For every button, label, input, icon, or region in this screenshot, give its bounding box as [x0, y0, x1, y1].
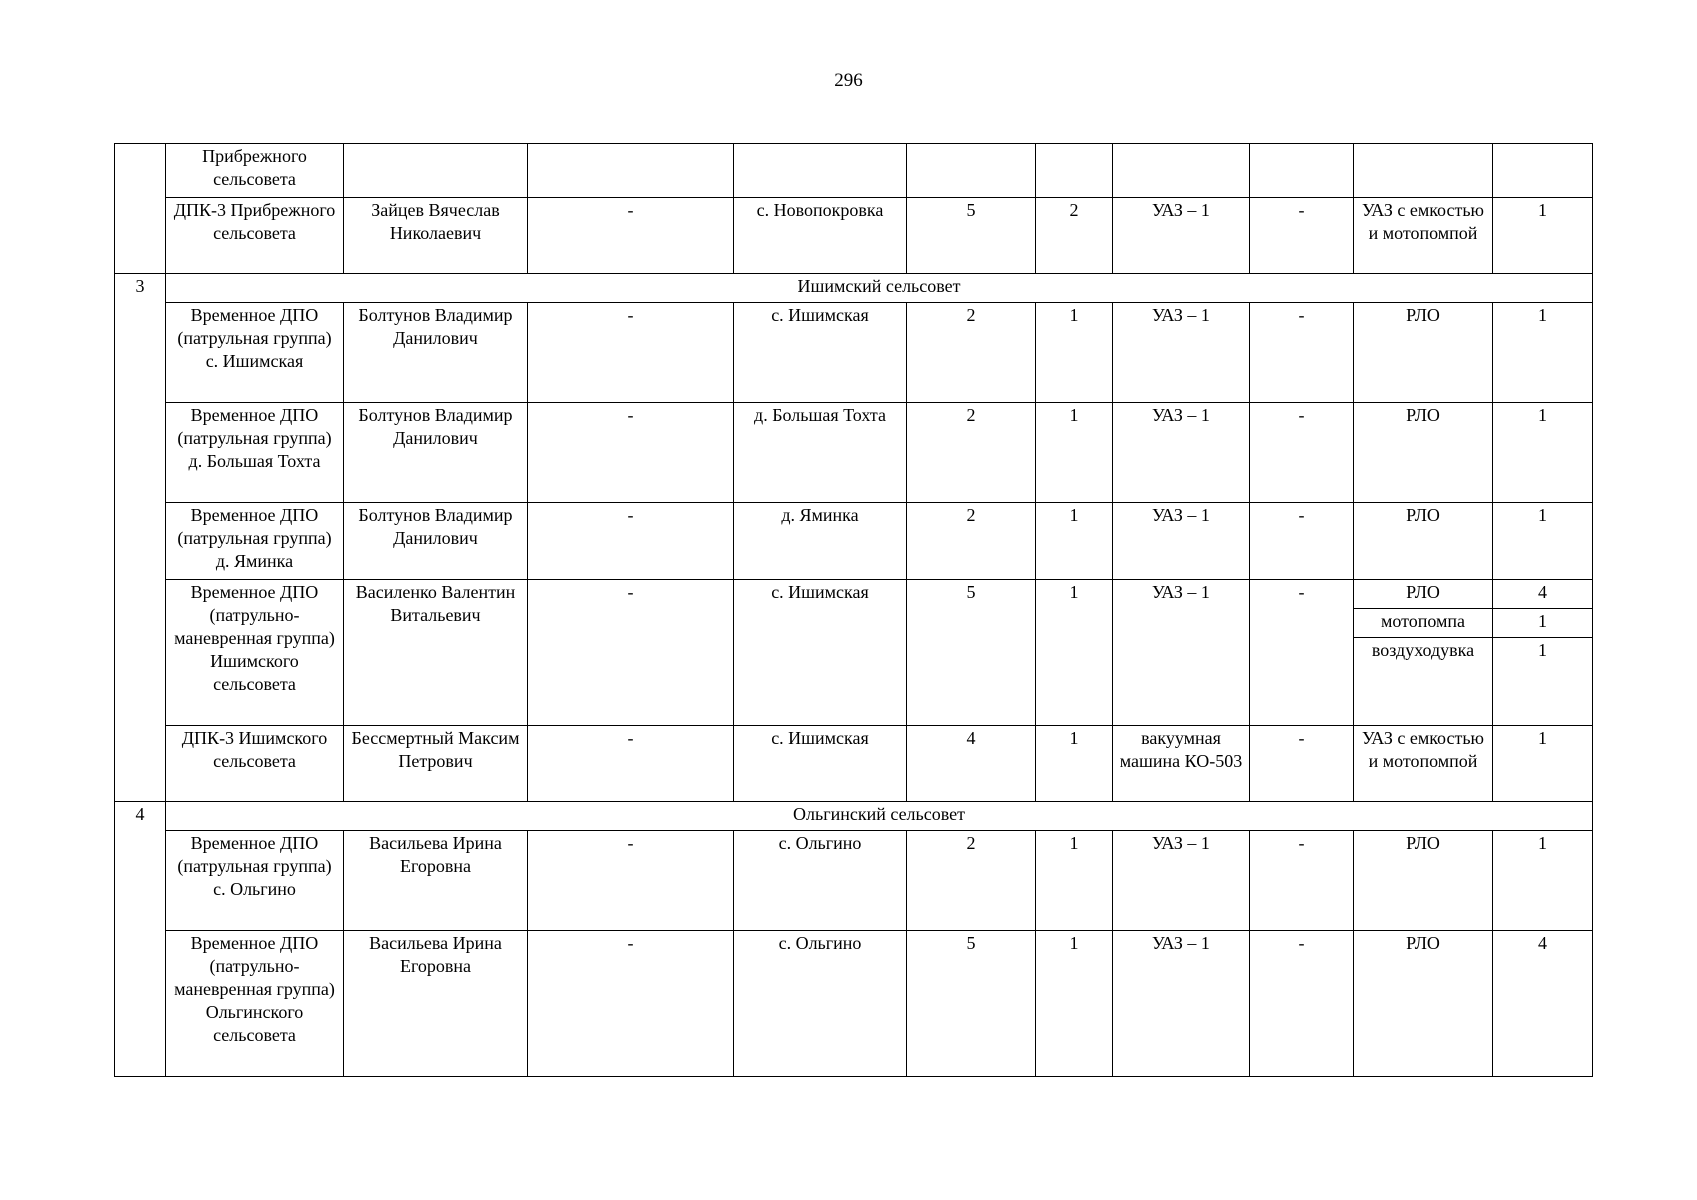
quantity-cell: 1	[1493, 726, 1593, 802]
vehicle-cell: УАЗ – 1	[1113, 831, 1250, 931]
quantity-cell: 4	[1493, 580, 1593, 609]
other-cell	[1250, 144, 1354, 198]
quantity-cell: 1	[1493, 303, 1593, 403]
other-cell: -	[1250, 303, 1354, 403]
unit-name-cell: ДПК-3 Ишимского сельсовета	[166, 726, 344, 802]
equipment-cell: УАЗ с емкостью и мотопомпой	[1354, 198, 1493, 274]
vehicle-cell: УАЗ – 1	[1113, 403, 1250, 503]
shift-count-cell: 1	[1036, 303, 1113, 403]
location-cell: с. Ишимская	[734, 303, 907, 403]
location-cell	[734, 144, 907, 198]
staff-count-cell: 5	[907, 931, 1036, 1077]
location-cell: с. Новопокровка	[734, 198, 907, 274]
quantity-cell	[1493, 144, 1593, 198]
unit-name-cell: Временное ДПО (патрульная группа) с. Ольгино	[166, 831, 344, 931]
shift-count-cell: 1	[1036, 403, 1113, 503]
equipment-cell: РЛО	[1354, 503, 1493, 580]
unit-name-cell: Временное ДПО (патрульная группа) д. Большая Тохта	[166, 403, 344, 503]
vehicle-cell: УАЗ – 1	[1113, 931, 1250, 1077]
equipment-cell: РЛО	[1354, 580, 1493, 609]
equipment-cell: мотопомпа	[1354, 609, 1493, 638]
equipment-cell: РЛО	[1354, 831, 1493, 931]
shift-count-cell: 1	[1036, 931, 1113, 1077]
staff-count-cell: 2	[907, 303, 1036, 403]
shift-count-cell: 1	[1036, 831, 1113, 931]
table-row	[115, 931, 1593, 1077]
contact-cell	[528, 144, 734, 198]
equipment-cell	[1354, 144, 1493, 198]
shift-count-cell	[1036, 144, 1113, 198]
head-cell: Болтунов Владимир Данилович	[344, 503, 528, 580]
shift-count-cell: 1	[1036, 580, 1113, 726]
unit-name-cell: Временное ДПО (патрульная группа) д. Яминка	[166, 503, 344, 580]
section-title: Ишимский сельсовет	[166, 274, 1593, 303]
head-cell: Васильева Ирина Егоровна	[344, 831, 528, 931]
section-header-row	[115, 802, 1593, 831]
contact-cell: -	[528, 198, 734, 274]
quantity-cell: 1	[1493, 609, 1593, 638]
other-cell: -	[1250, 403, 1354, 503]
head-cell: Болтунов Владимир Данилович	[344, 403, 528, 503]
unit-name-cell: Временное ДПО (патрульно-маневренная группа) Ольгинского сельсовета	[166, 931, 344, 1077]
table-row	[115, 403, 1593, 503]
other-cell: -	[1250, 726, 1354, 802]
unit-name-cell: ДПК-3 Прибрежного сельсовета	[166, 198, 344, 274]
equipment-cell: РЛО	[1354, 403, 1493, 503]
unit-name-cell: Временное ДПО (патрульно-маневренная группа) Ишимского сельсовета	[166, 580, 344, 726]
other-cell: -	[1250, 931, 1354, 1077]
other-cell: -	[1250, 580, 1354, 726]
staff-count-cell: 5	[907, 198, 1036, 274]
table-row	[115, 198, 1593, 274]
equipment-cell: РЛО	[1354, 303, 1493, 403]
quantity-cell: 1	[1493, 638, 1593, 726]
staff-count-cell: 2	[907, 403, 1036, 503]
other-cell: -	[1250, 831, 1354, 931]
head-cell: Бессмертный Максим Петрович	[344, 726, 528, 802]
head-cell: Василенко Валентин Витальевич	[344, 580, 528, 726]
table-row	[115, 144, 1593, 198]
vehicle-cell: УАЗ – 1	[1113, 580, 1250, 726]
equipment-cell: воздуходувка	[1354, 638, 1493, 726]
quantity-cell: 4	[1493, 931, 1593, 1077]
vehicle-cell: УАЗ – 1	[1113, 198, 1250, 274]
shift-count-cell: 1	[1036, 503, 1113, 580]
table-row	[115, 831, 1593, 931]
shift-count-cell: 2	[1036, 198, 1113, 274]
quantity-cell: 1	[1493, 831, 1593, 931]
location-cell: с. Ольгино	[734, 831, 907, 931]
quantity-cell: 1	[1493, 403, 1593, 503]
section-header-row	[115, 274, 1593, 303]
head-cell: Болтунов Владимир Данилович	[344, 303, 528, 403]
staff-count-cell	[907, 144, 1036, 198]
equipment-cell: РЛО	[1354, 931, 1493, 1077]
staff-count-cell: 5	[907, 580, 1036, 726]
contact-cell: -	[528, 726, 734, 802]
staff-count-cell: 4	[907, 726, 1036, 802]
section-number: 4	[115, 802, 166, 1077]
section-number: 3	[115, 274, 166, 802]
page-number: 296	[834, 70, 863, 91]
head-cell: Васильева Ирина Егоровна	[344, 931, 528, 1077]
contact-cell: -	[528, 580, 734, 726]
head-cell	[344, 144, 528, 198]
vehicle-cell	[1113, 144, 1250, 198]
location-cell: с. Ольгино	[734, 931, 907, 1077]
other-cell: -	[1250, 503, 1354, 580]
contact-cell: -	[528, 303, 734, 403]
contact-cell: -	[528, 931, 734, 1077]
staff-count-cell: 2	[907, 831, 1036, 931]
other-cell: -	[1250, 198, 1354, 274]
staff-count-cell: 2	[907, 503, 1036, 580]
unit-name-cell: Временное ДПО (патрульная группа) с. Ишимская	[166, 303, 344, 403]
location-cell: с. Ишимская	[734, 580, 907, 726]
row-number-cell	[115, 144, 166, 274]
contact-cell: -	[528, 831, 734, 931]
section-title: Ольгинский сельсовет	[166, 802, 1593, 831]
vehicle-cell: вакуумная машина КО-503	[1113, 726, 1250, 802]
head-cell: Зайцев Вячеслав Николаевич	[344, 198, 528, 274]
contact-cell: -	[528, 403, 734, 503]
table-row	[115, 303, 1593, 403]
table-row	[115, 726, 1593, 802]
quantity-cell: 1	[1493, 503, 1593, 580]
contact-cell: -	[528, 503, 734, 580]
location-cell: д. Яминка	[734, 503, 907, 580]
table-row	[115, 503, 1593, 580]
forces-table	[114, 143, 1593, 1077]
vehicle-cell: УАЗ – 1	[1113, 303, 1250, 403]
quantity-cell: 1	[1493, 198, 1593, 274]
table-row	[115, 580, 1593, 609]
shift-count-cell: 1	[1036, 726, 1113, 802]
location-cell: д. Большая Тохта	[734, 403, 907, 503]
location-cell: с. Ишимская	[734, 726, 907, 802]
vehicle-cell: УАЗ – 1	[1113, 503, 1250, 580]
equipment-cell: УАЗ с емкостью и мотопомпой	[1354, 726, 1493, 802]
unit-name-cell: Прибрежного сельсовета	[166, 144, 344, 198]
